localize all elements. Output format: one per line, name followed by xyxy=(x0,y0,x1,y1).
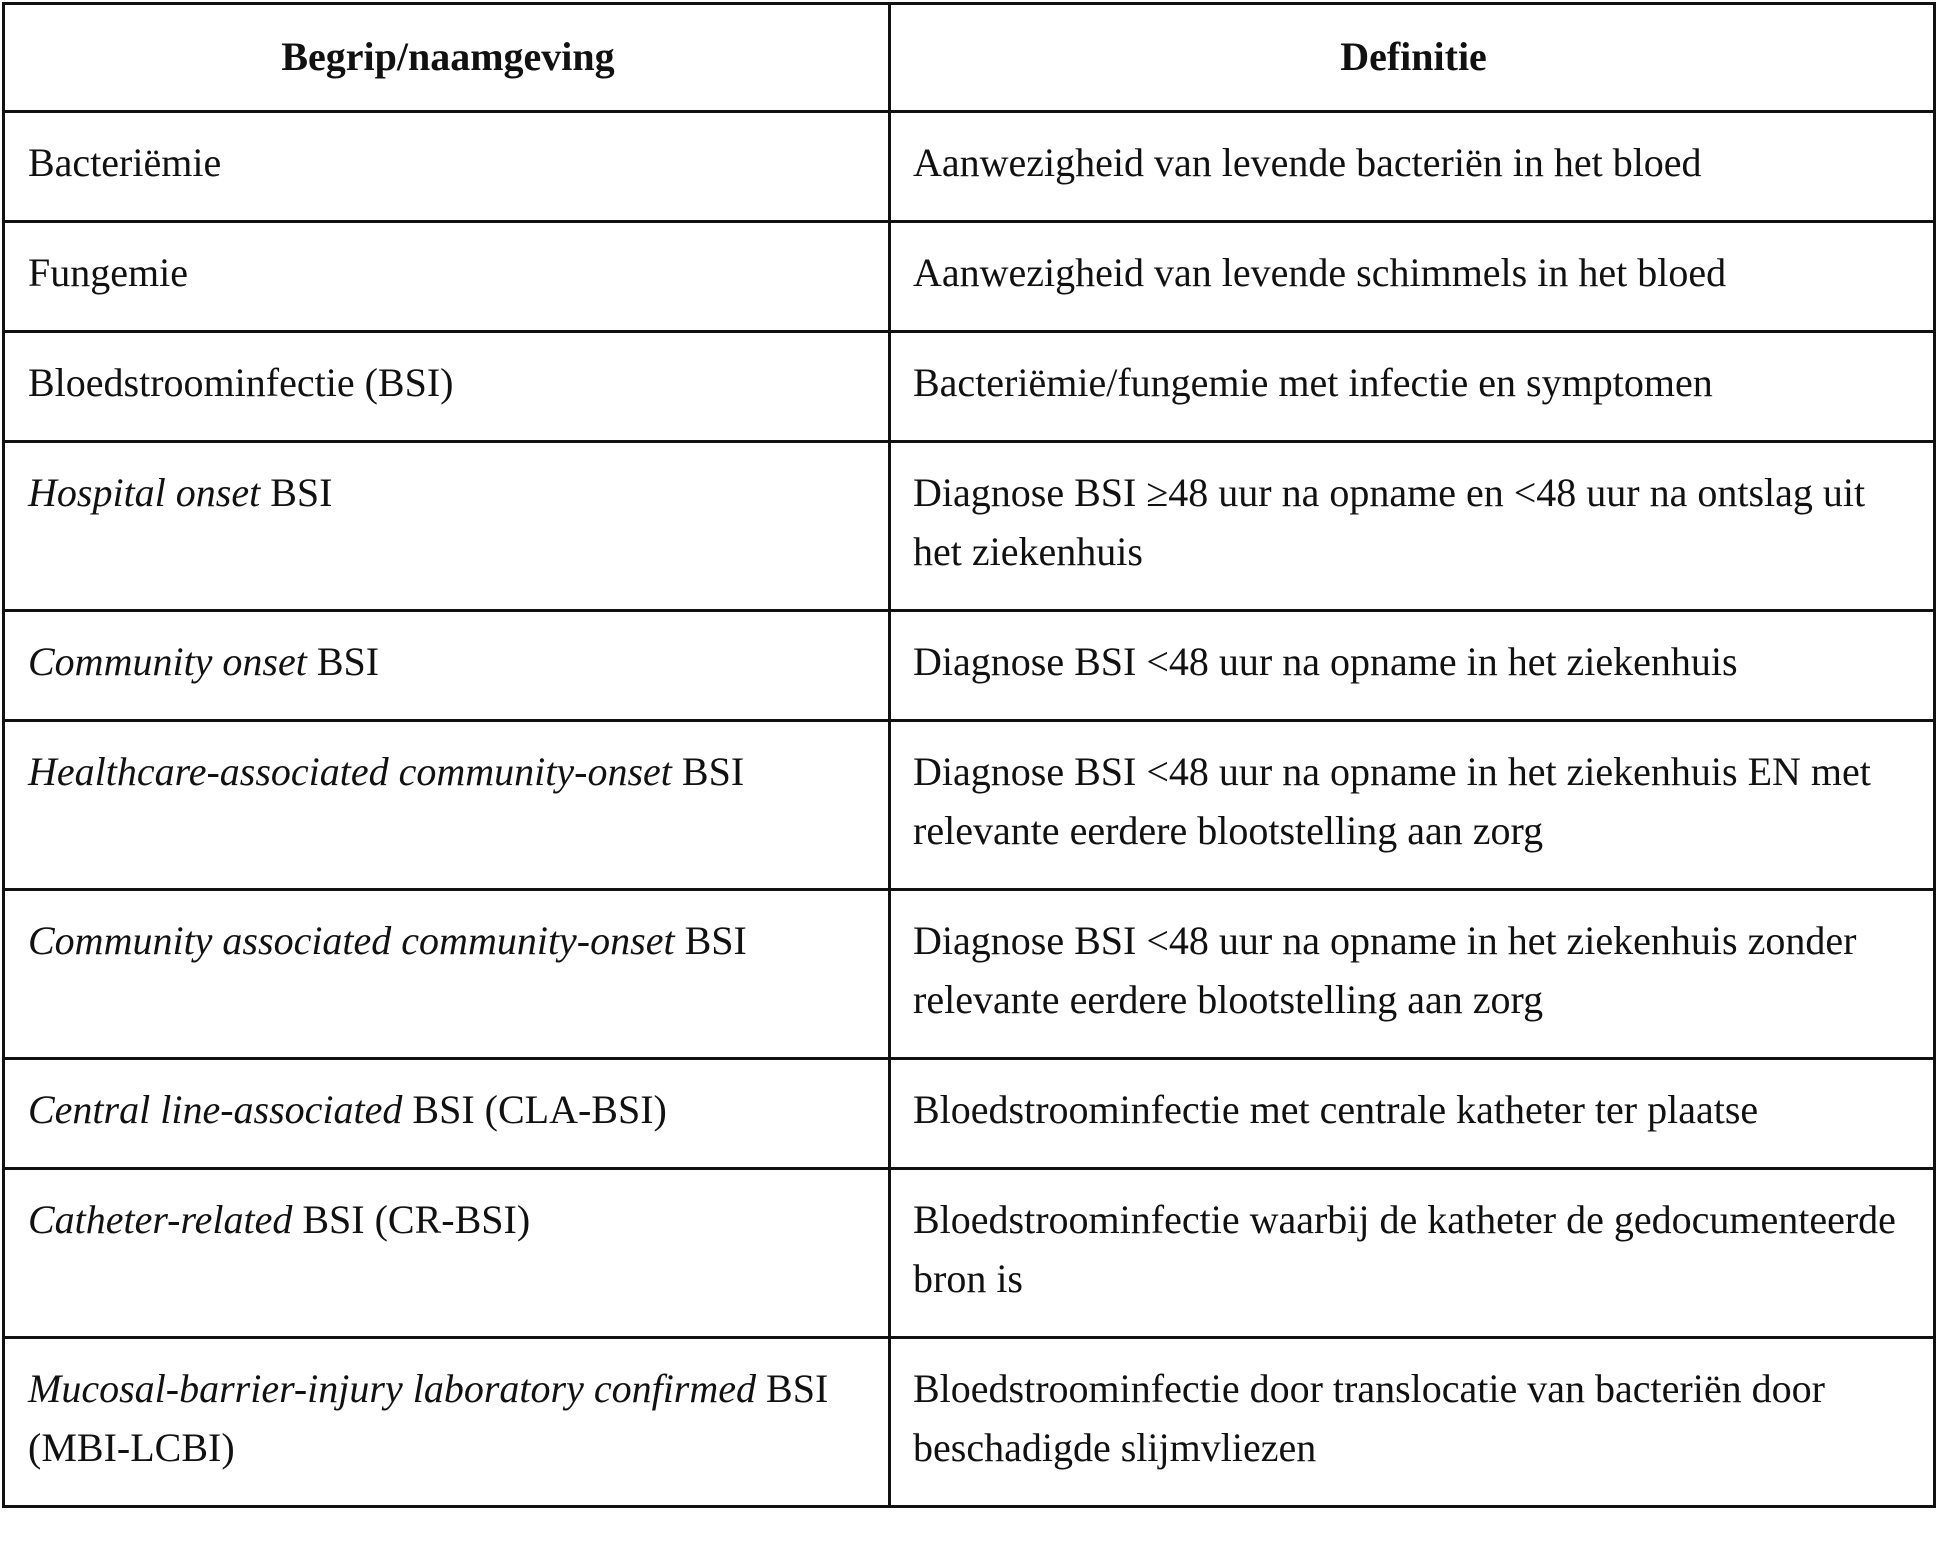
table-row xyxy=(4,1169,1935,1338)
term-cell xyxy=(4,332,890,442)
table-row xyxy=(4,222,1935,332)
column-header-term: Begrip/naamgeving xyxy=(4,4,890,112)
table-row xyxy=(4,890,1935,1059)
table-row xyxy=(4,1338,1935,1507)
table-row xyxy=(4,721,1935,890)
term-cell xyxy=(4,112,890,222)
header-row xyxy=(4,4,1935,112)
table-row xyxy=(4,442,1935,611)
term-text: BSI xyxy=(306,639,380,684)
definition-cell: Aanwezigheid van levende schimmels in het bloed xyxy=(890,222,1935,332)
term-cell xyxy=(4,1169,890,1338)
definition-cell: Diagnose BSI <48 uur na opname in het ziekenhuis zonder relevante eerdere blootstelling aan zorg xyxy=(890,890,1935,1059)
term-italic: Catheter-related xyxy=(28,1197,293,1242)
term-cell xyxy=(4,721,890,890)
term-text: BSI (CLA-BSI) xyxy=(402,1087,667,1132)
term-cell xyxy=(4,442,890,611)
definition-cell: Diagnose BSI <48 uur na opname in het ziekenhuis xyxy=(890,611,1935,721)
term-cell xyxy=(4,222,890,332)
column-header-definition: Definitie xyxy=(890,4,1935,112)
term-cell xyxy=(4,1059,890,1169)
term-text: BSI (CR-BSI) xyxy=(292,1197,531,1242)
term-text: Fungemie xyxy=(28,250,188,295)
definition-cell: Diagnose BSI <48 uur na opname in het ziekenhuis EN met relevante eerdere blootstelling aan zorg xyxy=(890,721,1935,890)
term-italic: Hospital onset xyxy=(28,470,261,515)
definition-cell: Bloedstroominfectie met centrale katheter ter plaatse xyxy=(890,1059,1935,1169)
term-cell xyxy=(4,1338,890,1507)
term-text: BSI xyxy=(671,749,745,794)
term-text: BSI xyxy=(674,918,747,963)
definitions-table xyxy=(2,2,1936,1508)
term-text: Bacteriëmie xyxy=(28,140,222,185)
table-row xyxy=(4,1059,1935,1169)
table-row xyxy=(4,332,1935,442)
definition-cell: Bacteriëmie/fungemie met infectie en symptomen xyxy=(890,332,1935,442)
definition-cell: Bloedstroominfectie door translocatie van bacteriën door beschadigde slijmvliezen xyxy=(890,1338,1935,1507)
term-italic: Community associated community-onset xyxy=(28,918,675,963)
term-italic: Healthcare-associated community-onset xyxy=(28,749,672,794)
term-text: Bloedstroominfectie (BSI) xyxy=(28,360,454,405)
table-row xyxy=(4,112,1935,222)
term-text: BSI xyxy=(260,470,333,515)
term-italic: Central line-associated xyxy=(28,1087,403,1132)
term-cell xyxy=(4,890,890,1059)
table-row xyxy=(4,611,1935,721)
term-italic: Mucosal-barrier-injury laboratory confirmed xyxy=(28,1366,757,1411)
term-cell xyxy=(4,611,890,721)
definition-cell: Aanwezigheid van levende bacteriën in het bloed xyxy=(890,112,1935,222)
definition-cell: Bloedstroominfectie waarbij de katheter de gedocumenteerde bron is xyxy=(890,1169,1935,1338)
definition-cell: Diagnose BSI ≥48 uur na opname en <48 uur na ontslag uit het ziekenhuis xyxy=(890,442,1935,611)
term-italic: Community onset xyxy=(28,639,307,684)
term-text: BSI (MBI-LCBI) xyxy=(28,1366,829,1470)
